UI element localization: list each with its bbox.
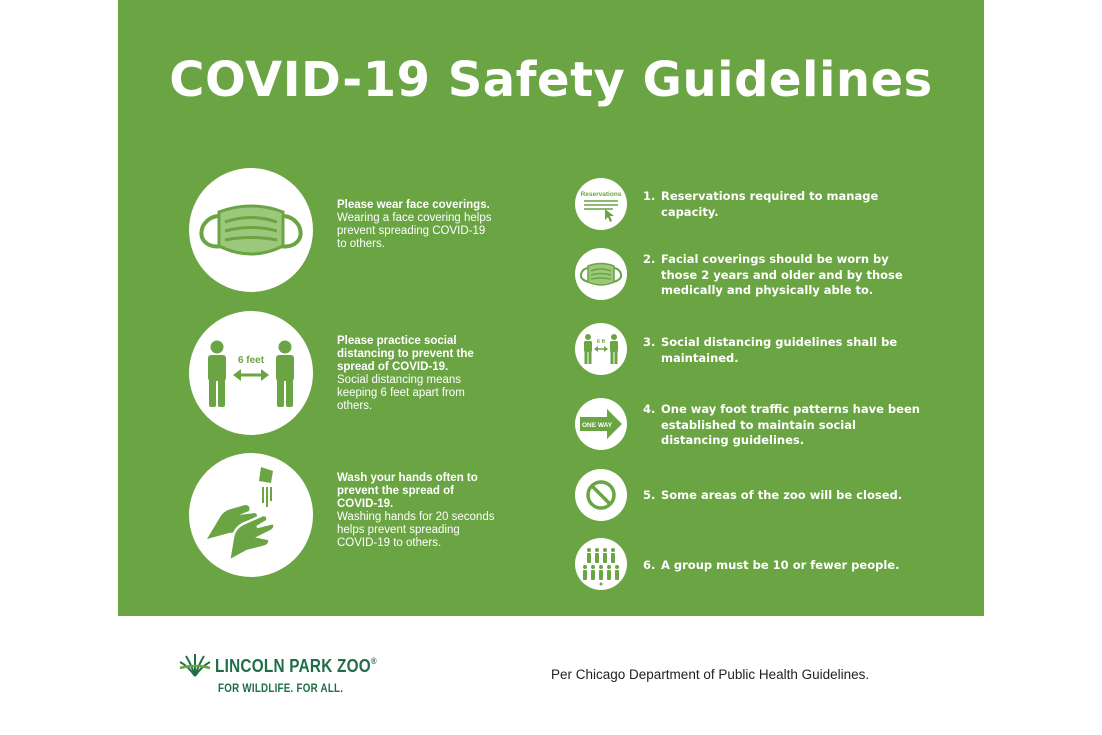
one-way-arrow-icon (575, 398, 627, 450)
registered-mark: ® (370, 656, 377, 666)
wash-hands-circle (189, 453, 313, 577)
rule-text: Facial coverings should be worn by those 2 years and older and by those medically and physically able to. (661, 252, 903, 297)
zoo-logo-icon (178, 652, 212, 678)
rule-number: 1. (643, 189, 656, 203)
brand-tagline: FOR WILDLIFE. FOR ALL. (218, 683, 344, 695)
one-way-circle (575, 398, 627, 450)
reservations-circle (575, 178, 627, 230)
prohibited-icon (575, 469, 627, 521)
face-mask-icon (189, 168, 313, 292)
six-feet-label: 6 feet (237, 355, 265, 366)
rule-text: A group must be 10 or fewer people. (661, 558, 900, 572)
rule-text: Reservations required to manage capacity. (661, 189, 879, 219)
tip-social-distancing (337, 335, 497, 413)
six-ft-label: 6 ft (596, 339, 606, 345)
brand-text: LINCOLN PARK ZOO (215, 656, 371, 676)
tip-body: Social distancing means keeping 6 feet apart from others. (337, 374, 465, 412)
rule-3 (643, 335, 923, 366)
tip-heading: Wash your hands often to prevent the spread of COVID-19. (337, 472, 478, 510)
social-distance-circle (189, 311, 313, 435)
rule-text: Some areas of the zoo will be closed. (661, 488, 903, 502)
wash-hands-icon (189, 453, 313, 577)
prohibited-circle (575, 469, 627, 521)
poster-title: COVID-19 Safety Guidelines (169, 52, 933, 108)
reservations-icon (575, 178, 627, 230)
rule-1 (643, 189, 923, 220)
reservations-label: Reservations (580, 191, 622, 198)
social-distance-icon (575, 323, 627, 375)
mask-small-circle (575, 248, 627, 300)
face-mask-circle (189, 168, 313, 292)
rule-2 (643, 252, 923, 299)
tip-heading: Please wear face coverings. (337, 199, 490, 211)
rule-number: 6. (643, 558, 656, 572)
group-circle (575, 538, 627, 590)
tip-body: Wearing a face covering helps prevent spreading COVID-19 to others. (337, 212, 492, 250)
distance-small-circle (575, 323, 627, 375)
face-mask-icon (575, 248, 627, 300)
rule-number: 3. (643, 335, 656, 349)
rule-5 (643, 488, 923, 504)
rule-number: 2. (643, 252, 656, 266)
group-people-icon (575, 538, 627, 590)
rule-number: 4. (643, 402, 656, 416)
tip-face-covering (337, 199, 497, 251)
tip-body: Washing hands for 20 seconds helps prevent spreading COVID-19 to others. (337, 511, 495, 549)
rule-text: One way foot traffic patterns have been established to maintain social distancing guidelines. (661, 402, 920, 447)
rule-text: Social distancing guidelines shall be maintained. (661, 335, 898, 365)
rule-6 (643, 558, 923, 574)
one-way-label: ONE WAY (581, 422, 613, 429)
rule-number: 5. (643, 488, 656, 502)
tip-wash-hands (337, 472, 497, 550)
poster (118, 0, 984, 735)
social-distance-icon (189, 311, 313, 435)
rule-4 (643, 402, 923, 449)
guidelines-panel (118, 0, 984, 616)
source-note: Per Chicago Department of Public Health Guidelines. (551, 667, 870, 682)
tip-heading: Please practice social distancing to prevent the spread of COVID-19. (337, 335, 474, 373)
brand-name (215, 656, 377, 677)
